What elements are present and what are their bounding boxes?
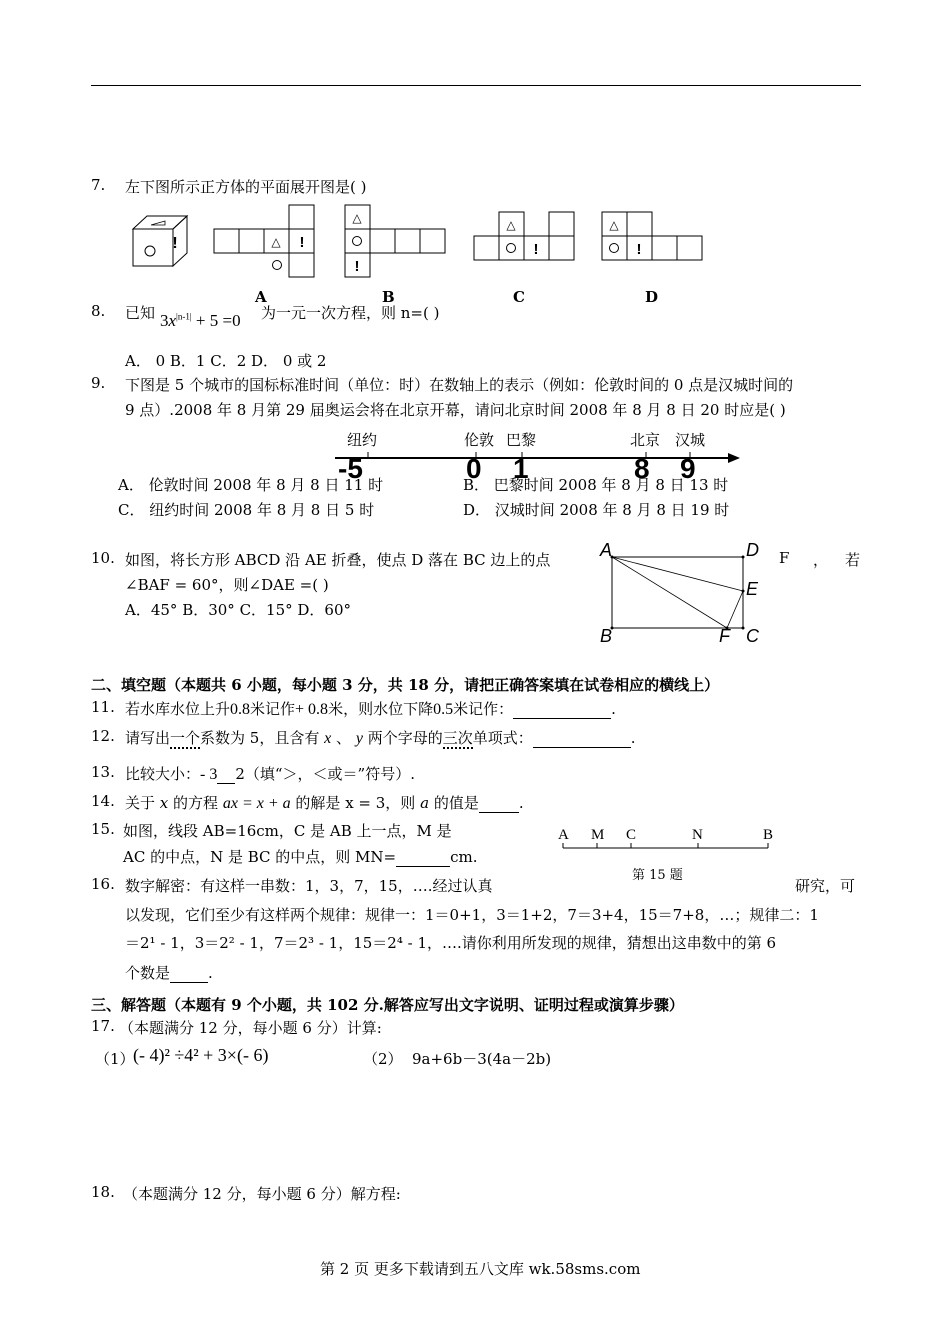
q14-text: 关于 x 的方程 ax = x + a 的解是 x = 3，则 a 的值是 . xyxy=(125,794,524,812)
q14-number: 14. xyxy=(91,792,115,810)
q8-number: 8. xyxy=(91,302,106,320)
q15-number: 15. xyxy=(91,820,115,838)
q17-part2-expression: 9a+6b－3(4a－2b) xyxy=(412,1050,552,1068)
q9-choice-b: B． 巴黎时间 2008 年 8 月 8 日 13 时 xyxy=(463,476,729,494)
q13-number: 13. xyxy=(91,763,115,781)
page-footer: 第 2 页 更多下载请到五八文库 wk.58sms.com xyxy=(320,1260,641,1278)
net-c xyxy=(474,212,574,260)
q17-text: （本题满分 12 分，每小题 6 分）计算: xyxy=(119,1019,382,1037)
q9-number: 9. xyxy=(91,374,106,392)
q7-label-d: D xyxy=(645,288,659,306)
city-beijing: 北京 xyxy=(630,431,661,449)
q9-line1: 下图是 5 个城市的国标标准时间（单位：时）在数轴上的表示（例如：伦敦时间的 0 点是汉城时间的 xyxy=(125,376,794,394)
q16-line1b: 研究，可 xyxy=(795,877,856,895)
tick-9: 9 xyxy=(680,453,696,484)
svg-text:△: △ xyxy=(271,235,281,249)
q7-label-a: A xyxy=(255,288,267,306)
q10-line1: 如图，将长方形 ABCD 沿 AE 折叠，使点 D 落在 BC 边上的点 xyxy=(125,551,551,569)
q17-number: 17. xyxy=(91,1017,115,1035)
seg-point-m: M xyxy=(591,827,605,843)
svg-text:!: ! xyxy=(636,241,642,258)
q8-equation: $3x^{|n-1|} + 5 =0$ xyxy=(160,311,241,330)
svg-text:!: ! xyxy=(172,235,178,252)
q13-text: 比较大小：- 3 2（填“＞，＜或＝”符号）. xyxy=(125,765,415,783)
q15-answer-blank[interactable] xyxy=(396,848,450,867)
label-b: B xyxy=(600,626,613,646)
seg-point-c: C xyxy=(626,827,637,843)
q8-choices: A． 0 B．1 C．2 D． 0 或 2 xyxy=(125,352,327,370)
q8-post: 为一元一次方程，则 n=( ) xyxy=(261,304,440,322)
label-d: D xyxy=(746,540,759,560)
q14-answer-blank[interactable] xyxy=(479,794,519,813)
q13-answer-blank[interactable] xyxy=(217,765,235,784)
q12-answer-blank[interactable] xyxy=(533,729,631,748)
label-e: E xyxy=(746,579,759,599)
label-c: C xyxy=(746,626,759,646)
q8-pre: 已知 xyxy=(125,304,156,322)
q7-number: 7. xyxy=(91,176,106,194)
cube-figure xyxy=(133,216,187,266)
label-f: F xyxy=(719,626,730,646)
seg-point-a: A xyxy=(558,827,569,843)
q18-text: （本题满分 12 分，每小题 6 分）解方程: xyxy=(123,1185,401,1203)
q15-line1: 如图，线段 AB=16cm，C 是 AB 上一点，M 是 xyxy=(123,822,452,840)
q12-text: 请写出一个系数为 5，且含有 x 、 y 两个字母的三次单项式： . xyxy=(125,729,636,747)
q16-answer-blank[interactable] xyxy=(170,964,208,983)
q12-number: 12. xyxy=(91,727,115,745)
svg-text:△: △ xyxy=(506,218,516,232)
q15-line2: AC 的中点，N 是 BC 的中点，则 MN= cm. xyxy=(123,848,478,866)
tick-0: 0 xyxy=(466,453,482,484)
q17-part1-label: （1） xyxy=(95,1050,135,1068)
q17-part2-label: （2） xyxy=(363,1050,403,1068)
tick-neg5: -5 xyxy=(338,453,363,484)
svg-text:!: ! xyxy=(354,258,360,275)
q9-choice-a: A． 伦敦时间 2008 年 8 月 8 日 11 时 xyxy=(118,476,384,494)
q10-tail-f: F xyxy=(779,549,790,567)
q9-choice-d: D． 汉城时间 2008 年 8 月 8 日 19 时 xyxy=(463,501,730,519)
q11-text: 若水库水位上升0.8米记作+ 0.8米，则水位下降0.5米记作： . xyxy=(125,700,616,718)
section-2-heading: 二、填空题（本题共 6 小题，每小题 3 分，共 18 分，请把正确答案填在试卷相应的横线上） xyxy=(91,676,720,694)
svg-text:△: △ xyxy=(352,211,362,225)
q10-line2: ∠BAF = 60°，则∠DAE =( ) xyxy=(125,576,329,594)
q11-answer-blank[interactable] xyxy=(513,700,611,719)
q10-tail-ruo: 若 xyxy=(845,551,861,569)
q16-line3: ＝2¹ - 1，3＝2² - 1，7＝2³ - 1，15＝2⁴ - 1，….请你利用所发现的规律，猜想出这串数中的第 6 xyxy=(125,934,777,952)
city-london: 伦敦 xyxy=(464,431,495,449)
q10-number: 10. xyxy=(91,549,115,567)
svg-text:!: ! xyxy=(533,241,539,258)
q16-line1a: 数字解密：有这样一串数：1，3，7，15，….经过认真 xyxy=(125,877,493,895)
seg-point-n: N xyxy=(692,827,703,843)
q15-caption: 第 15 题 xyxy=(632,868,683,883)
svg-text:△: △ xyxy=(609,218,619,232)
q9-line2: 9 点）.2008 年 8 月第 29 届奥运会将在北京开幕，请问北京时间 2008 年 8 月 8 日 20 时应是( ) xyxy=(125,401,786,419)
q16-line4: 个数是 . xyxy=(125,964,213,982)
q18-number: 18. xyxy=(91,1183,115,1201)
city-seoul: 汉城 xyxy=(675,431,706,449)
svg-text:!: ! xyxy=(299,234,305,251)
section-3-heading: 三、解答题（本题有 9 个小题，共 102 分.解答应写出文字说明、证明过程或演算步骤） xyxy=(91,996,684,1014)
header-rule xyxy=(91,85,861,86)
q16-number: 16. xyxy=(91,875,115,893)
q11-number: 11. xyxy=(91,698,115,716)
q10-tail-comma: ， xyxy=(813,551,829,569)
q7-text: 左下图所示正方体的平面展开图是( ) xyxy=(125,178,367,196)
city-paris: 巴黎 xyxy=(506,431,537,449)
q9-choice-c: C． 纽约时间 2008 年 8 月 8 日 5 时 xyxy=(118,501,375,519)
seg-point-b: B xyxy=(763,827,774,843)
q10-choices: A．45° B．30° C．15° D．60° xyxy=(125,601,352,619)
q16-line2: 以发现，它们至少有这样两个规律：规律一：1＝0+1，3＝1+2，7＝3+4，15＝7+8，…；规律二：1 xyxy=(125,906,819,924)
tick-8: 8 xyxy=(634,453,650,484)
q17-part1-expression: (- 4)² ÷4² + 3×(- 6) xyxy=(133,1045,269,1065)
city-newyork: 纽约 xyxy=(347,431,378,449)
q7-label-b: B xyxy=(382,288,395,306)
q7-label-c: C xyxy=(513,288,525,306)
tick-1: 1 xyxy=(513,453,529,484)
label-a: A xyxy=(600,540,613,560)
